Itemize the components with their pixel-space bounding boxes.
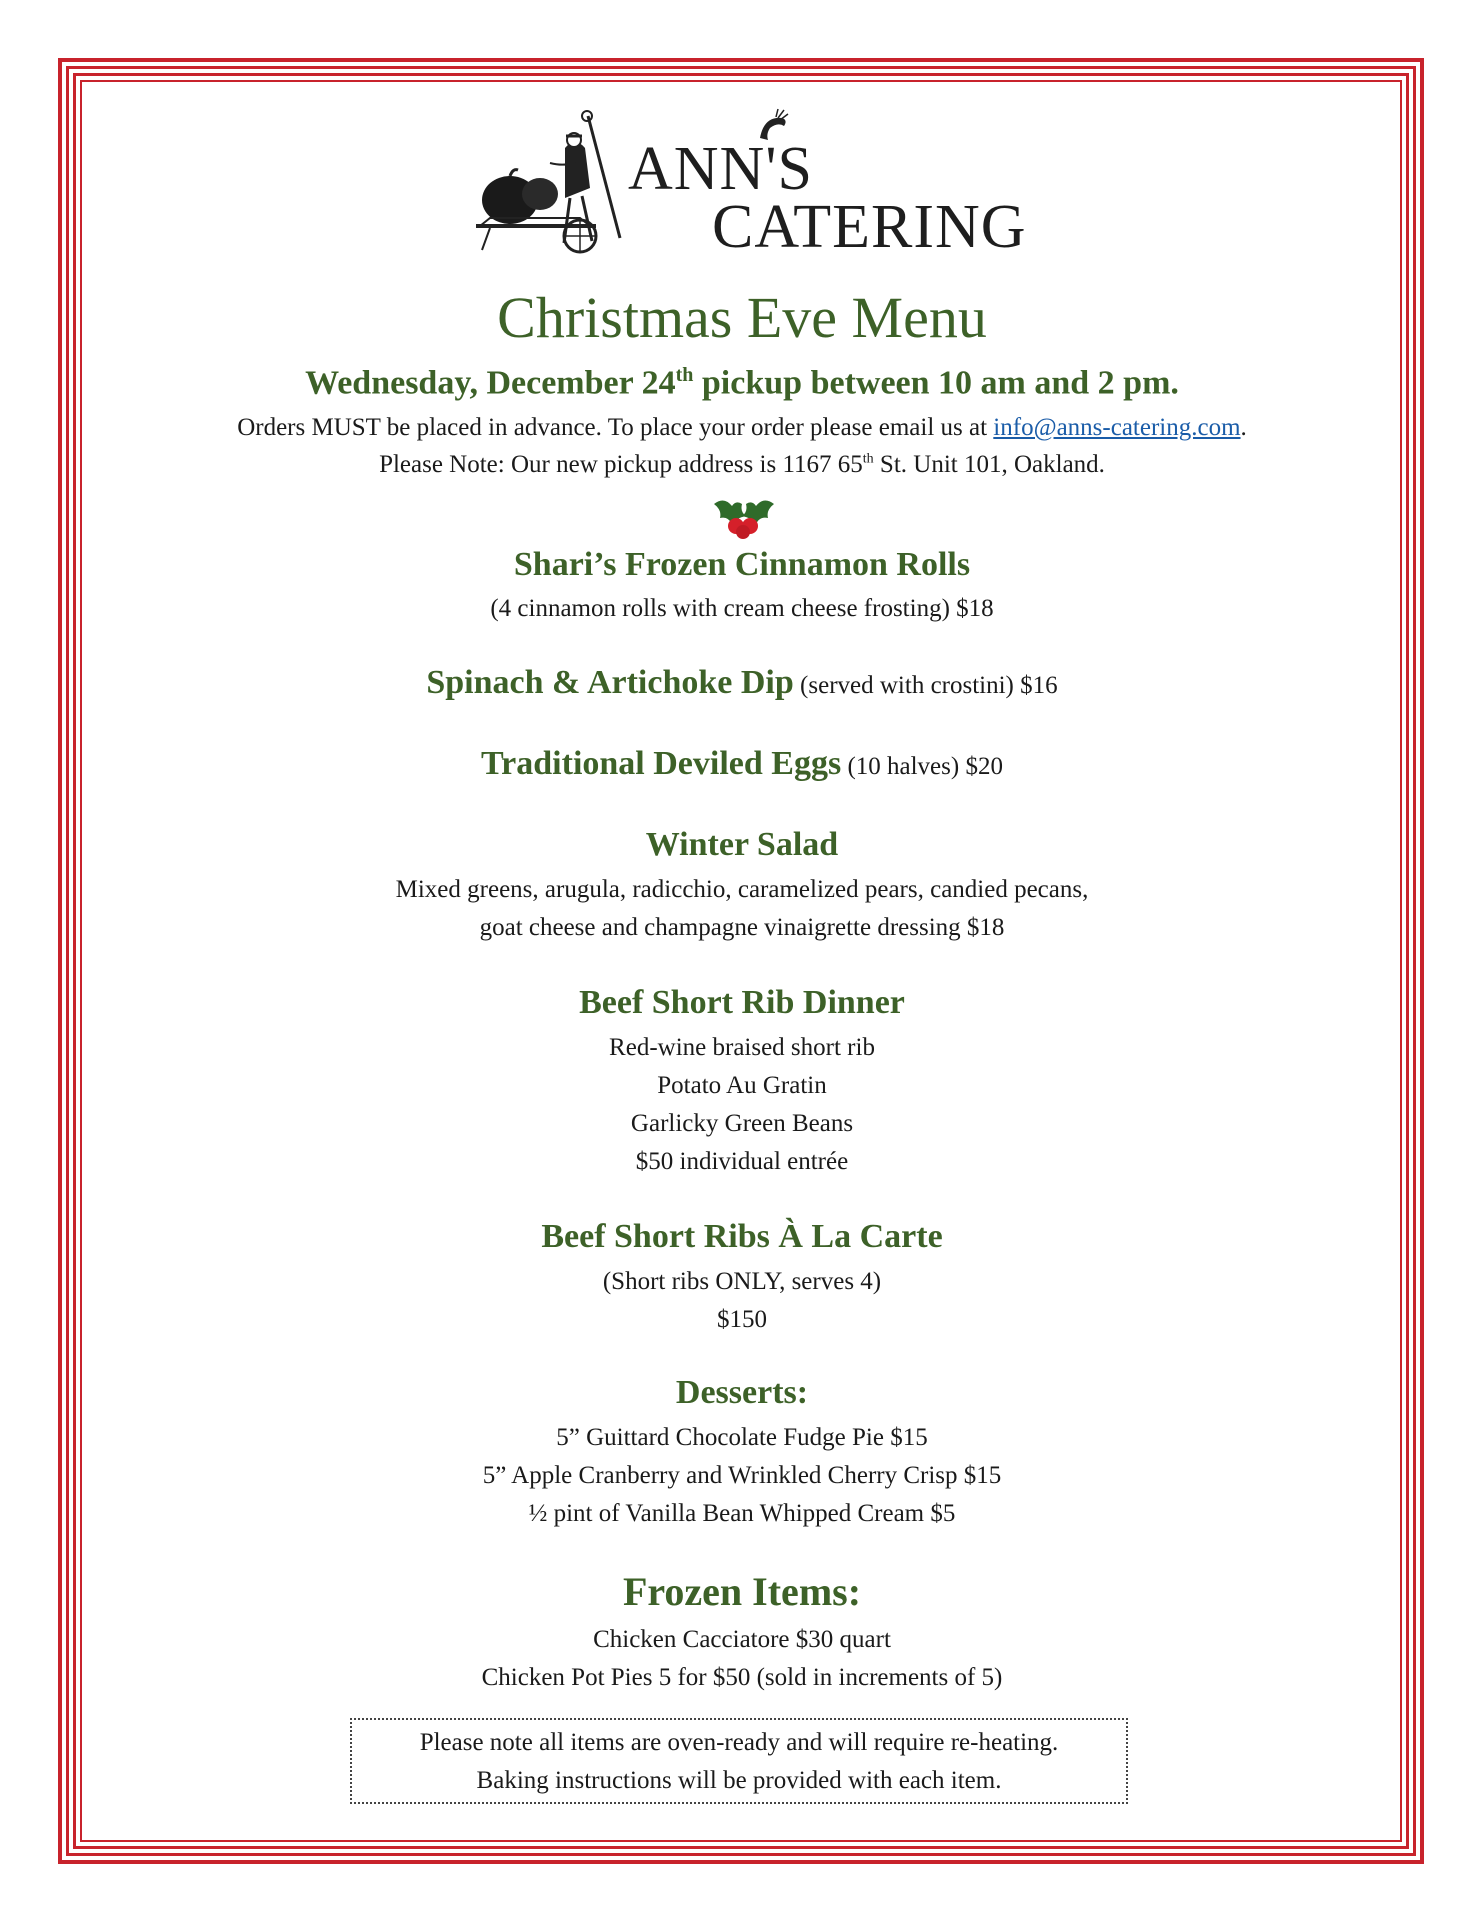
cinnamon-rolls-title: Shari’s Frozen Cinnamon Rolls [513,546,971,583]
pickup-date-suffix: th [675,364,694,386]
email-link[interactable]: info@anns-catering.com [993,414,1241,441]
salad-title: Winter Salad [645,826,839,863]
carte-price: $150 [717,1306,767,1333]
address-before: Please Note: Our new pickup address is 1167 65 [379,451,863,478]
address-sup: th [862,451,874,467]
pickup-subtitle [0,364,1484,402]
dinner-price: $50 individual entrée [635,1148,849,1175]
carte-line-1: (Short ribs ONLY, serves 4) [602,1268,882,1295]
company-logo [470,108,1030,261]
carte-title: Beef Short Ribs À La Carte [541,1218,943,1255]
pickup-time: pickup between 10 am and 2 pm. [693,364,1179,402]
logo-catering-text: CATERING [712,193,1027,261]
frozen-line-2: Chicken Pot Pies 5 for $50 (sold in increments of 5) [481,1664,1003,1691]
dinner-line-2: Potato Au Gratin [657,1072,827,1099]
address-line [0,451,1484,479]
salad-desc-line-2: goat cheese and champagne vinaigrette dressing $18 [479,914,1005,941]
dinner-line-1: Red-wine braised short rib [609,1034,875,1061]
dessert-line-1: 5” Guittard Chocolate Fudge Pie $15 [556,1424,928,1451]
cart-illustration-icon [470,108,640,258]
frozen-line-1: Chicken Cacciatore $30 quart [593,1626,891,1653]
holly-icon [712,494,776,540]
salad-desc-line-1: Mixed greens, arugula, radicchio, caramelized pears, candied pecans, [395,876,1089,903]
dip-desc: (served with crostini) $16 [793,672,1058,699]
eggs-title: Traditional Deviled Eggs [481,745,842,782]
address-after: St. Unit 101, Oakland. [873,451,1105,478]
dip-item [0,664,1484,702]
orders-end: . [1240,414,1247,441]
reheating-note-box [350,1718,1128,1804]
dessert-line-3: ½ pint of Vanilla Bean Whipped Cream $5 [528,1500,956,1527]
orders-line [0,414,1484,442]
note-line-1: Please note all items are oven-ready and will require re-heating. [419,1729,1059,1756]
eggs-desc: (10 halves) $20 [841,753,1003,780]
logo-anns-text: ANN'S [628,135,813,203]
cinnamon-rolls-desc: (4 cinnamon rolls with cream cheese frosting) $18 [490,595,994,622]
menu-title: Christmas Eve Menu [497,285,987,350]
dessert-line-2: 5” Apple Cranberry and Wrinkled Cherry Crisp $15 [482,1462,1002,1489]
desserts-heading: Desserts: [675,1374,809,1411]
eggs-item [0,745,1484,783]
note-line-2: Baking instructions will be provided with each item. [476,1767,1002,1794]
dinner-title: Beef Short Rib Dinner [579,984,905,1021]
frozen-heading: Frozen Items: [622,1569,862,1614]
orders-text: Orders MUST be placed in advance. To place your order please email us at [237,414,994,441]
pickup-date: Wednesday, December 24 [305,364,676,402]
dinner-line-3: Garlicky Green Beans [630,1110,854,1137]
dip-title: Spinach & Artichoke Dip [426,664,794,701]
